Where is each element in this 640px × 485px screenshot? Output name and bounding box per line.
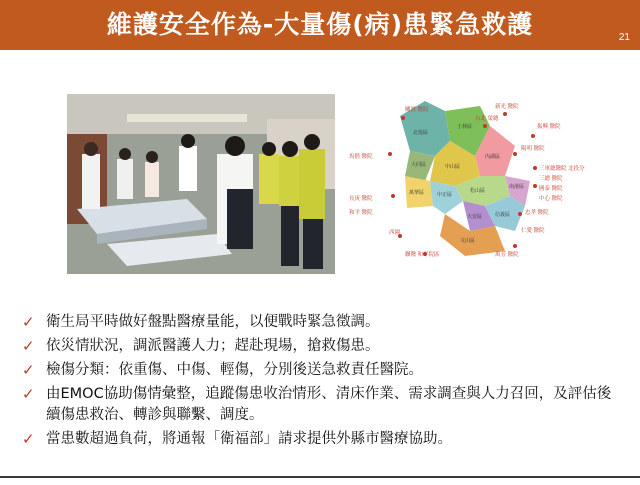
map-label: 關渡 醫院 bbox=[405, 107, 429, 113]
district-label: 大同區 bbox=[411, 162, 427, 168]
map-label: 新光 醫院 bbox=[495, 104, 519, 110]
checkmark-icon: ✓ bbox=[22, 385, 35, 403]
district-label: 北投區 bbox=[413, 130, 429, 136]
map-label: 中心 醫院 bbox=[539, 196, 563, 202]
map-label: 陽明 醫院 bbox=[521, 146, 545, 152]
hospital-drill-photo bbox=[67, 94, 335, 274]
map-label: 馬偕 醫院 bbox=[349, 154, 373, 160]
bullet-item bbox=[22, 360, 622, 381]
map-label: 台北 榮總 bbox=[475, 116, 499, 122]
district-label: 中正區 bbox=[437, 192, 453, 198]
checkmark-icon: ✓ bbox=[22, 313, 35, 331]
taipei-hospital-map bbox=[345, 96, 585, 266]
bullet-text: 依災情狀況，調派醫護人力；趕赴現場，搶救傷患。 bbox=[46, 338, 380, 354]
district-label: 士林區 bbox=[457, 124, 473, 130]
title-bar bbox=[0, 0, 640, 50]
checkmark-icon: ✓ bbox=[22, 337, 35, 355]
bullet-list bbox=[22, 312, 622, 453]
map-label: 聯醫 和平院區 bbox=[405, 252, 440, 258]
bullet-item bbox=[22, 312, 622, 333]
district-label: 信義區 bbox=[495, 212, 511, 218]
map-label: 和平 醫院 bbox=[349, 210, 373, 216]
district-label: 文山區 bbox=[460, 238, 476, 244]
map-label: 忠孝 醫院 bbox=[525, 210, 549, 216]
district-label: 萬華區 bbox=[409, 190, 425, 196]
map-label: 國泰 醫院 bbox=[539, 186, 563, 192]
map-label: 振興 醫院 bbox=[537, 124, 561, 130]
page-number: 21 bbox=[618, 32, 630, 43]
bullet-text: 衛生局平時做好盤點醫療量能，以便戰時緊急徵調。 bbox=[46, 314, 380, 330]
bullet-text: 當患數超過負荷，將通報「衛福部」請求提供外縣市醫療協助。 bbox=[46, 431, 452, 447]
map-label: 三總 醫院 bbox=[539, 176, 563, 182]
bullet-item bbox=[22, 336, 622, 357]
footer-divider bbox=[0, 476, 640, 478]
district-label: 大安區 bbox=[467, 214, 483, 220]
district-label: 松山區 bbox=[470, 188, 486, 194]
bullet-item bbox=[22, 429, 622, 450]
map-label: 萬芳 醫院 bbox=[495, 252, 519, 258]
district-label: 內湖區 bbox=[485, 154, 501, 160]
map-label: 三軍總醫院 北投分院 bbox=[539, 166, 585, 172]
map-label: 西園 bbox=[389, 230, 401, 236]
bullet-text: 檢傷分類：依重傷、中傷、輕傷，分別後送急救責任醫院。 bbox=[46, 362, 423, 378]
map-label: 仁愛 醫院 bbox=[521, 228, 545, 234]
map-label: 長庚 醫院 bbox=[349, 196, 373, 202]
district-label: 中山區 bbox=[445, 164, 461, 170]
bullet-item bbox=[22, 384, 622, 426]
slide-title: 維護安全作為-大量傷(病)患緊急救護 bbox=[106, 10, 534, 39]
checkmark-icon: ✓ bbox=[22, 430, 35, 448]
bullet-text: 由EMOC協助傷情彙整，追蹤傷患收治情形、清床作業、需求調查與人力召回，及評估後續傷患救治、轉診與聯繫、調度。 bbox=[46, 386, 612, 423]
district-label: 南港區 bbox=[509, 184, 525, 190]
checkmark-icon: ✓ bbox=[22, 361, 35, 379]
